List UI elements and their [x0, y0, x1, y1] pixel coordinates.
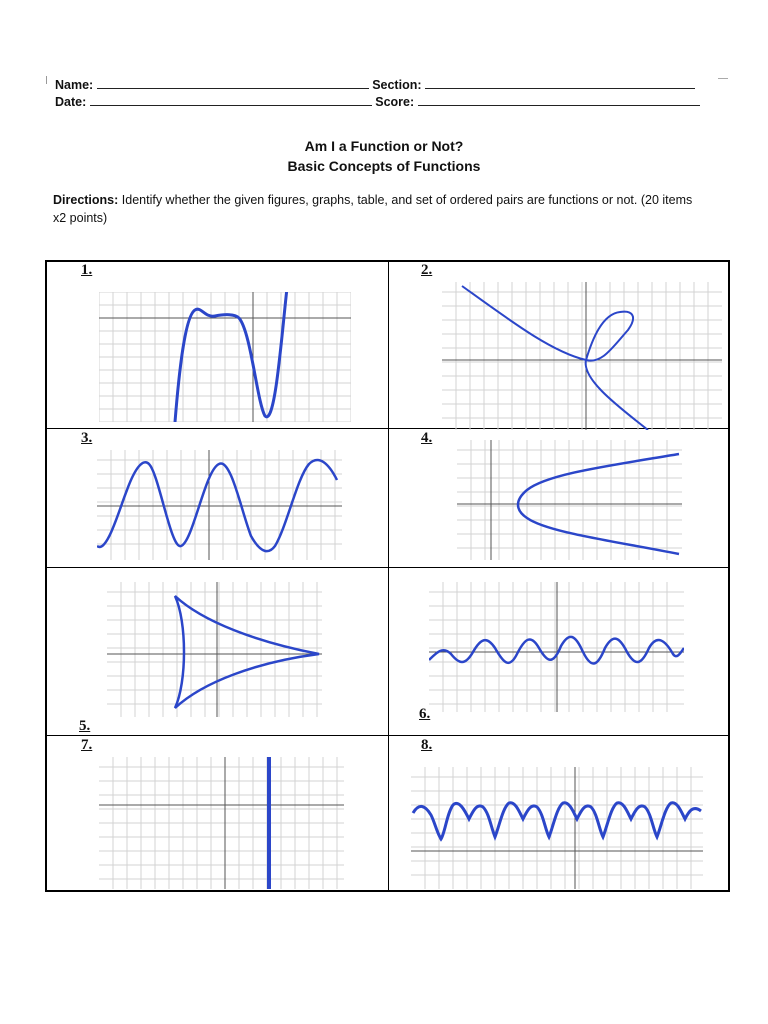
section-field[interactable] [425, 76, 695, 89]
graph-7 [99, 757, 344, 889]
graph-6 [429, 582, 684, 712]
name-label: Name: [55, 78, 94, 92]
section-label: Section: [372, 78, 422, 92]
grid-divider [47, 735, 728, 736]
item-number-7: 7. [81, 737, 93, 753]
grid-divider [388, 262, 389, 890]
item-number-1: 1. [81, 262, 93, 278]
item-number-5: 5. [79, 718, 91, 734]
page-title: Am I a Function or Not? [304, 138, 464, 154]
score-label: Score: [375, 95, 415, 109]
grid-divider [47, 567, 728, 568]
item-number-3: 3. [81, 430, 93, 446]
item-number-4: 4. [421, 430, 433, 446]
margin-mark [718, 78, 728, 79]
item-number-8: 8. [421, 737, 433, 753]
date-label: Date: [55, 95, 87, 109]
graph-3 [97, 450, 342, 560]
item-number-6: 6. [419, 706, 431, 722]
header-row-1 [55, 76, 695, 94]
name-field[interactable] [97, 76, 369, 89]
graph-4 [457, 440, 682, 560]
items-grid [45, 260, 730, 892]
graph-2 [442, 282, 722, 430]
graph-1 [99, 292, 351, 422]
directions-text: Identify whether the given figures, graphs, table, and set of ordered pairs are functions or not. (20 items x2 points) [53, 193, 693, 225]
graph-5 [107, 582, 322, 717]
item-number-2: 2. [421, 262, 433, 278]
score-field[interactable] [418, 93, 700, 106]
date-field[interactable] [90, 93, 372, 106]
page-subtitle: Basic Concepts of Functions [287, 158, 481, 174]
graph-8 [411, 767, 703, 889]
margin-mark [46, 76, 47, 84]
directions-label: Directions: [53, 193, 119, 207]
header-row-2 [55, 93, 700, 111]
directions [53, 191, 693, 227]
